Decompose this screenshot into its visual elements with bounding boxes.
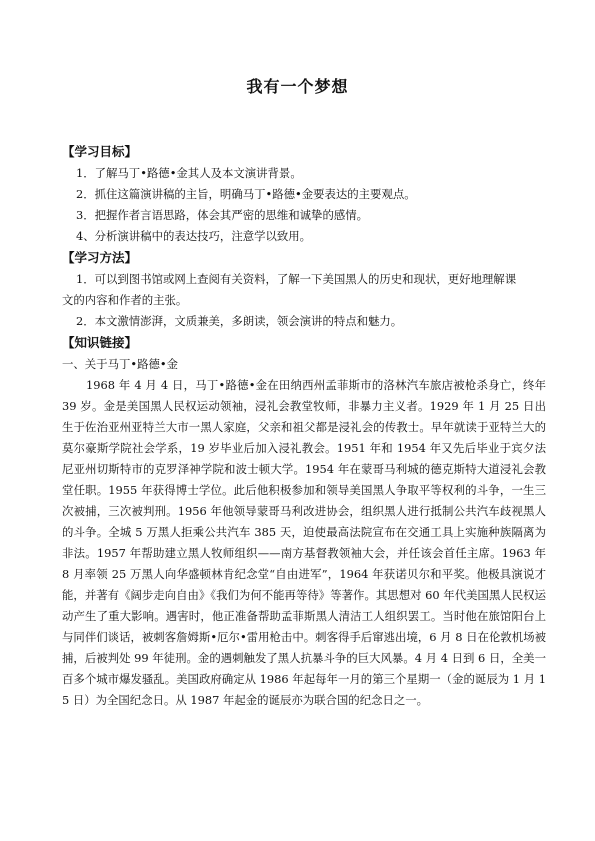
goal-item-4: 4、分析演讲稿中的表达技巧，注意学以致用。 bbox=[76, 229, 312, 243]
goal-item-2: 2．抓住这篇演讲稿的主旨，明确马丁•路德•金要表达的主要观点。 bbox=[76, 187, 416, 201]
goal-item-3: 3．把握作者言语思路，体会其严密的思维和诚挚的感情。 bbox=[76, 208, 369, 222]
document-title: 我有一个梦想 bbox=[246, 77, 349, 96]
section-heading-goals: 【学习目标】 bbox=[62, 144, 138, 159]
section-heading-methods: 【学习方法】 bbox=[62, 250, 138, 265]
section-heading-links: 【知识链接】 bbox=[62, 335, 138, 350]
goal-item-1: 1．了解马丁•路德•金其人及本文演讲背景。 bbox=[76, 166, 302, 180]
biography-paragraph: 1968 年 4 月 4 日，马丁•路德•金在田纳西州孟菲斯市的洛林汽车旅店被枪杀身亡，终年 39 岁。金是美国黑人民权运动领袖，浸礼会教堂牧师，非暴力主义者。1929 年 1 月 25 日出生于佐治亚州亚特兰大市一黑人家庭，父亲和祖父都是浸礼会的传教士。早年就读于亚特兰大的莫尔豪斯学院社会学系，19 岁毕业后加入浸礼教会。1951 年和 1954 年又先后毕业于宾夕法尼亚州切斯特市的克罗泽神学院和波士顿大学。1954 年在蒙哥马利城的德克斯特大道浸礼会教堂任职。1955 年获得博士学位。此后他积极参加和领导美国黑人争取平等权利的斗争，一生三次被捕，三次被判刑。1956 年他领导蒙哥马利改进协会，组织黑人进行抵制公共汽车歧视黑人的斗争。全城 5 万黑人拒乘公共汽车 385 天，迫使最高法院宣布在交通工具上实施种族隔离为非法。1957 年帮助建立黑人牧师组织——南方基督教领袖大会，并任该会首任主席。1963 年 8 月率领 25 万黑人向华盛顿林肯纪念堂“自由进军”，1964 年获诺贝尔和平奖。他极具演说才能，并著有《阔步走向自由》《我们为何不能再等待》等著作。其思想对 60 年代美国黑人民权运动产生了重大影响。遇害时，他正准备帮助孟菲斯黑人清洁工人组织罢工。当时他在旅馆阳台上与同伴们谈话，被刺客詹姆斯•厄尔•雷用枪击中。刺客得手后窜逃出境，6 月 8 日在伦敦机场被捕，后被判处 99 年徒刑。金的遇刺触发了黑人抗暴斗争的巨大风暴。4 月 4 日到 6 日，全美一百多个城市爆发骚乱。美国政府确定从 1986 年起每年一月的第三个星期一（金的诞辰为 1 月 15 日）为全国纪念日。从 1987 年起金的诞辰亦为联合国的纪念日之一。 bbox=[62, 378, 546, 707]
method-item-2: 2．本文激情澎湃，文质兼美，多朗读，领会演讲的特点和魅力。 bbox=[76, 314, 403, 328]
links-subheading: 一、关于马丁•路德•金 bbox=[62, 357, 178, 371]
document-body bbox=[62, 141, 546, 711]
method-item-1-line-2: 文的内容和作者的主张。 bbox=[62, 293, 188, 307]
method-item-1-line-1: 1．可以到图书馆或网上查阅有关资料，了解一下美国黑人的历史和现状，更好地理解课 bbox=[76, 272, 517, 286]
